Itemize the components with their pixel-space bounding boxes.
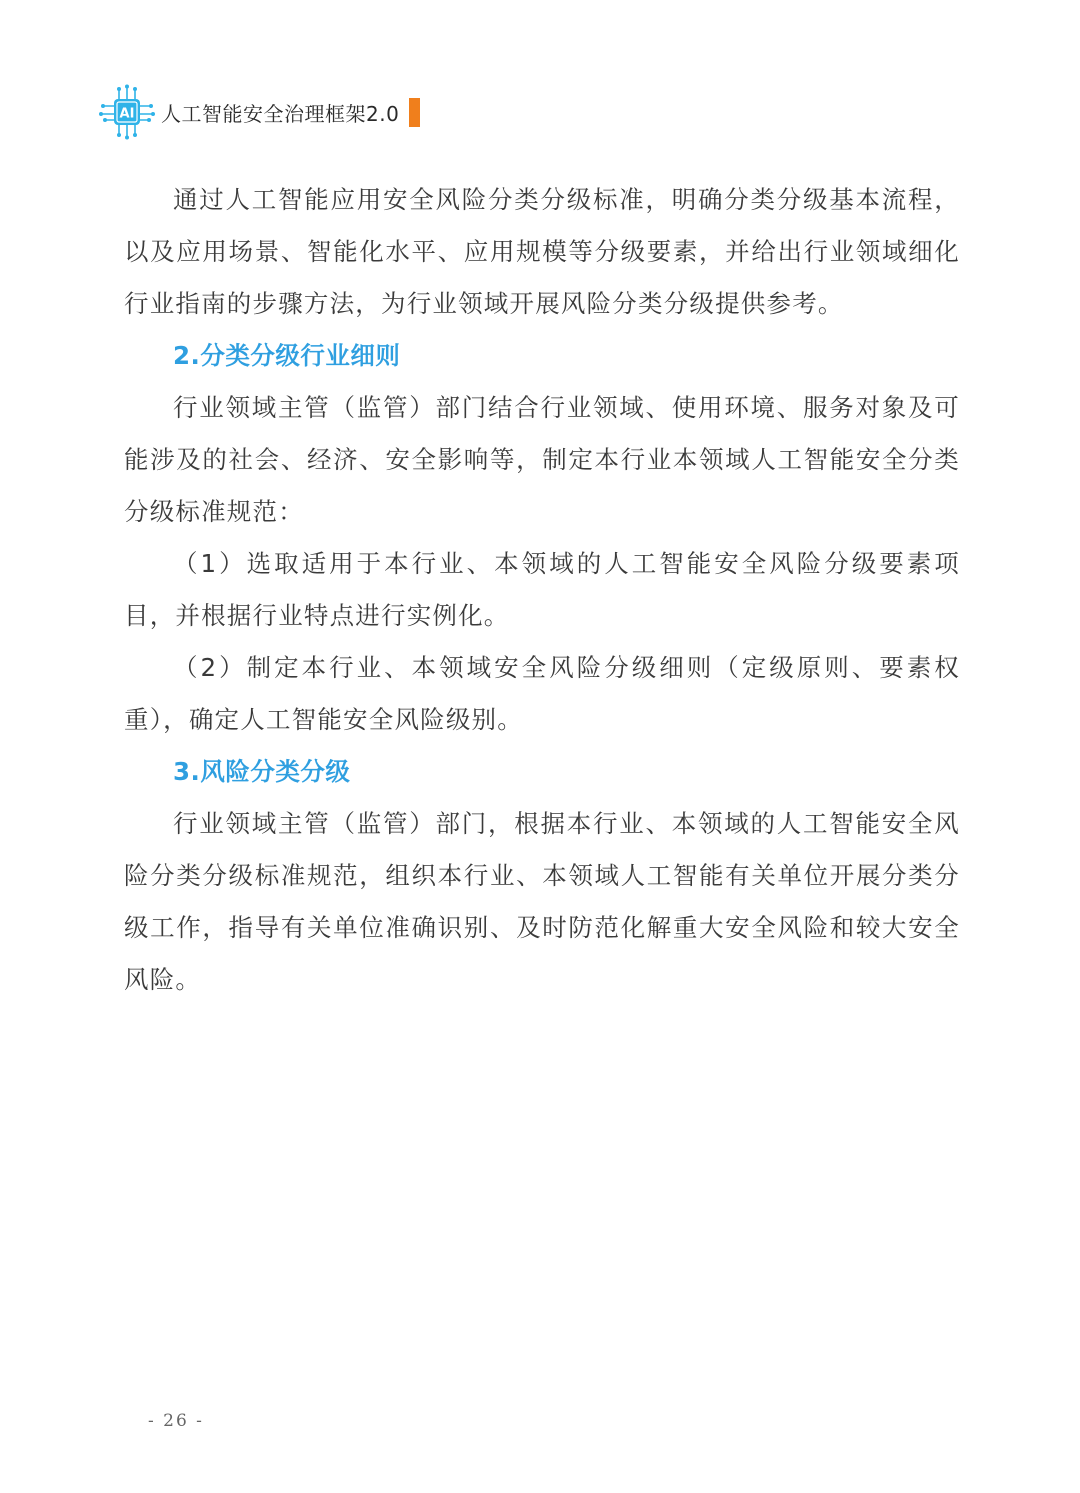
page-number: - 26 - <box>148 1411 204 1431</box>
page-content <box>124 174 960 1006</box>
document-title: 人工智能安全治理框架2.0 <box>161 101 400 126</box>
ai-chip-icon <box>99 84 155 140</box>
paragraph-industry-rules: 行业领域主管（监管）部门结合行业领域、使用环境、服务对象及可能涉及的社会、经济、安全影响等，制定本行业本领域人工智能安全分类分级标准规范： <box>124 393 960 526</box>
paragraph-intro: 通过人工智能应用安全风险分类分级标准，明确分类分级基本流程，以及应用场景、智能化水平、应用规模等分级要素，并给出行业领域细化行业指南的步骤方法，为行业领域开展风险分类分级提供参考。 <box>124 185 960 318</box>
section-heading-3: 3.风险分类分级 <box>173 757 351 786</box>
logo-text: AI <box>119 106 135 122</box>
section-heading-2: 2.分类分级行业细则 <box>173 341 401 370</box>
header-accent-bar <box>409 98 420 127</box>
list-item-1: （1）选取适用于本行业、本领域的人工智能安全风险分级要素项目，并根据行业特点进行实例化。 <box>124 549 960 630</box>
page-header <box>99 84 420 140</box>
paragraph-risk-classification: 行业领域主管（监管）部门，根据本行业、本领域的人工智能安全风险分类分级标准规范，组织本行业、本领域人工智能有关单位开展分类分级工作，指导有关单位准确识别、及时防范化解重大安全风险和较大安全风险。 <box>124 809 960 994</box>
list-item-2: （2）制定本行业、本领域安全风险分级细则（定级原则、要素权重），确定人工智能安全风险级别。 <box>124 653 960 734</box>
